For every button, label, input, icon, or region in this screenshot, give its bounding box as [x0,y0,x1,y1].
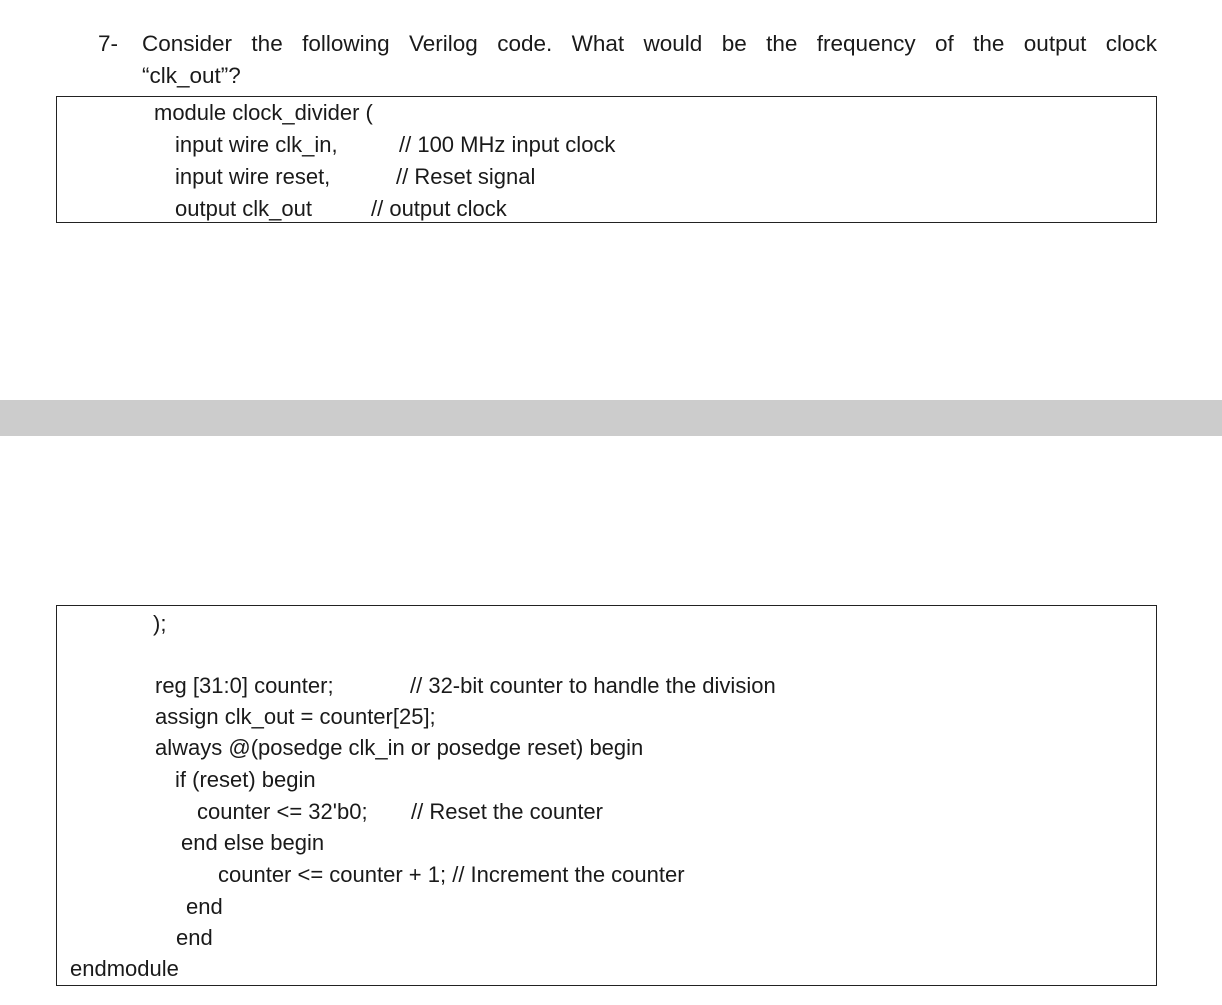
code-comment: // 100 MHz input clock [399,132,616,157]
code-line: output clk_out [175,196,312,221]
code-line: module clock_divider ( [154,100,373,125]
code-line: counter <= 32'b0; [197,799,368,824]
page-separator-band [0,400,1222,436]
code-box-bottom [56,605,1157,986]
code-line: end else begin [181,830,325,855]
code-comment: // Reset the counter [411,799,603,824]
code-comment: // 32-bit counter to handle the division [410,673,776,698]
code-line: always @(posedge clk_in or posedge reset) begin [155,735,644,760]
code-line: if (reset) begin [175,767,316,792]
code-line: assign clk_out = counter[25]; [155,704,436,729]
question-text-line-2: “clk_out”? [142,63,241,88]
code-line: end [176,925,213,950]
code-line: ); [153,611,167,636]
code-comment: // output clock [371,196,507,221]
code-line: endmodule [70,956,179,981]
code-line: end [186,894,223,919]
code-line: input wire reset, [175,164,331,189]
question-text-line-1: Consider the following Verilog code. What would be the frequency of the output clock [142,31,1157,56]
code-line: reg [31:0] counter; [155,673,334,698]
code-line: counter <= counter + 1; // Increment the counter [218,862,685,887]
question-number: 7- [98,31,119,56]
code-line: input wire clk_in, [175,132,338,157]
code-comment: // Reset signal [396,164,536,189]
